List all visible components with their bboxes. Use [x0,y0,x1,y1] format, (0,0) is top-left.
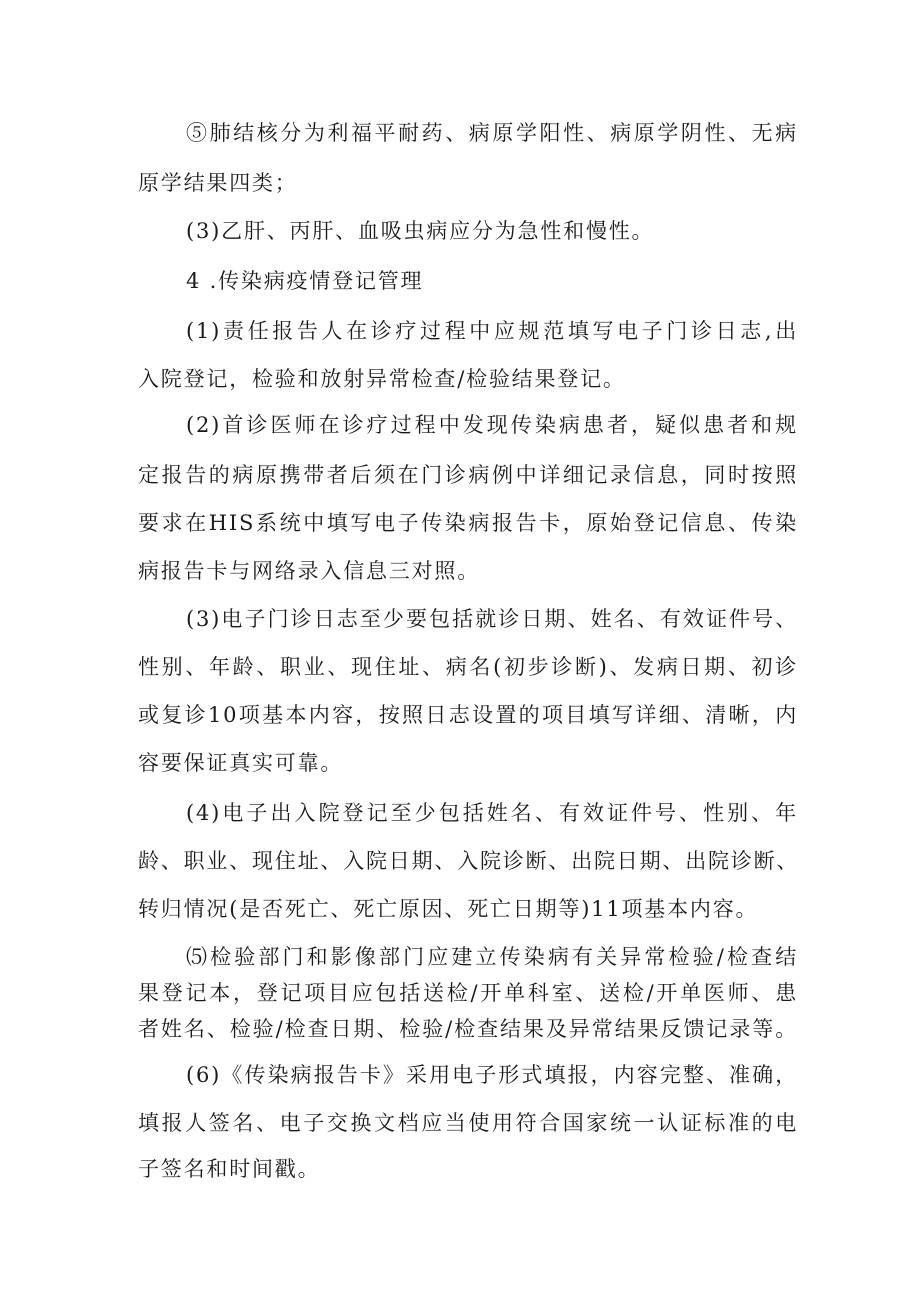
text-line: 填报人签名、电子交换文档应当使用符合国家统一认证标准的电 [138,1111,798,1135]
text-line: (6)《传染病报告卡》采用电子形式填报，内容完整、准确， [186,1063,798,1087]
text-line: 定报告的病原携带者后须在门诊病例中详细记录信息，同时按照 [138,463,798,487]
text-line: 者姓名、检验/检查日期、检验/检查结果及异常结果反馈记录等。 [138,1017,798,1041]
text-line: 龄、职业、现住址、入院日期、入院诊断、出院日期、出院诊断、 [138,849,800,873]
text-line: 子签名和时间戳。 [138,1157,321,1181]
text-line: 入院登记，检验和放射异常检查/检验结果登记。 [138,367,626,391]
text-line: 容要保证真实可靠。 [138,751,344,775]
text-line: (1)责任报告人在诊疗过程中应规范填写电子门诊日志,出 [186,319,798,343]
text-line: 原学结果四类； [138,171,298,195]
text-line: 要求在HIS系统中填写电子传染病报告卡，原始登记信息、传染 [138,511,798,535]
section-heading: 4 .传染病疫情登记管理 [186,269,424,293]
text-line: 性别、年龄、职业、现住址、病名(初步诊断)、发病日期、初诊 [138,655,798,679]
text-line: 果登记本，登记项目应包括送检/开单科室、送检/开单医师、患 [138,981,798,1005]
text-line: (3)电子门诊日志至少要包括就诊日期、姓名、有效证件号、 [186,607,798,631]
text-line: 病报告卡与网络录入信息三对照。 [138,559,480,583]
text-line: 转归情况(是否死亡、死亡原因、死亡日期等)11项基本内容。 [138,897,759,921]
text-line: ⑸检验部门和影像部门应建立传染病有关异常检验/检查结 [186,945,798,969]
text-line: (3)乙肝、丙肝、血吸虫病应分为急性和慢性。 [186,219,655,243]
text-line: ⑤肺结核分为利福平耐药、病原学阳性、病原学阴性、无病 [186,121,798,145]
text-line: 或复诊10项基本内容，按照日志设置的项目填写详细、清晰，内 [138,703,798,727]
text-line: (4)电子出入院登记至少包括姓名、有效证件号、性别、年 [186,801,798,825]
text-line: (2)首诊医师在诊疗过程中发现传染病患者，疑似患者和规 [186,413,798,437]
